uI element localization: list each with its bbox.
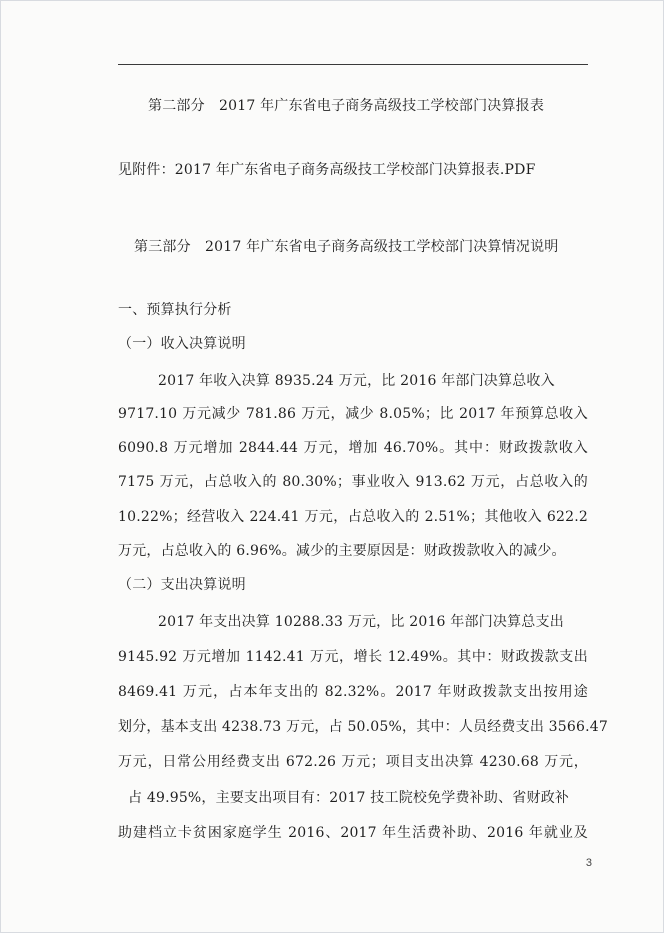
income-paragraph-line: 万元，占总收入的 6.96%。减少的主要原因是：财政拨款收入的减少。 [118,543,566,559]
subsection-heading-expense: （二）支出决算说明 [118,577,246,593]
expense-paragraph-line: 8469.41 万元，占本年支出的 82.32%。2017 年财政拨款支出按用途 [118,684,588,700]
expense-paragraph-line: 9145.92 万元增加 1142.41 万元，增长 12.49%。其中：财政拨款支出 [118,649,588,665]
attachment-line: 见附件：2017 年广东省电子商务高级技工学校部门决算报表.PDF [118,162,536,178]
income-paragraph-line: 2017 年收入决算 8935.24 万元，比 2016 年部门决算总收入 [158,373,555,389]
expense-paragraph-line: 助建档立卡贫困家庭学生 2016、2017 年生活费补助、2016 年就业及 [118,825,588,841]
subsection-heading-income: （一）收入决算说明 [118,336,246,352]
part2-heading: 第二部分 2017 年广东省电子商务高级技工学校部门决算报表 [148,98,545,114]
page-number: 3 [585,857,592,869]
expense-paragraph-line: 占 49.95%，主要支出项目有：2017 技工院校免学费补助、省财政补 [128,790,570,806]
section-heading-budget-execution: 一、预算执行分析 [118,302,232,318]
header-rule [118,64,588,65]
income-paragraph-line: 9717.10 万元减少 781.86 万元，减少 8.05%；比 2017 年预算总收入 [118,406,588,422]
part3-heading: 第三部分 2017 年广东省电子商务高级技工学校部门决算情况说明 [134,239,559,255]
income-paragraph-line: 6090.8 万元增加 2844.44 万元，增加 46.70%。其中：财政拨款收入 [118,440,588,456]
income-paragraph-line: 7175 万元，占总收入的 80.30%；事业收入 913.62 万元，占总收入的 [118,474,588,490]
bleed-through-mark [120,118,590,128]
expense-paragraph-line: 2017 年支出决算 10288.33 万元，比 2016 年部门决算总支出 [158,614,564,630]
income-paragraph-line: 10.22%；经营收入 224.41 万元，占总收入的 2.51%；其他收入 622.2 [118,509,588,525]
expense-paragraph-line: 万元，日常公用经费支出 672.26 万元；项目支出决算 4230.68 万元， [118,754,588,770]
expense-paragraph-line: 划分，基本支出 4238.73 万元，占 50.05%，其中：人员经费支出 3566.47 [118,719,608,735]
